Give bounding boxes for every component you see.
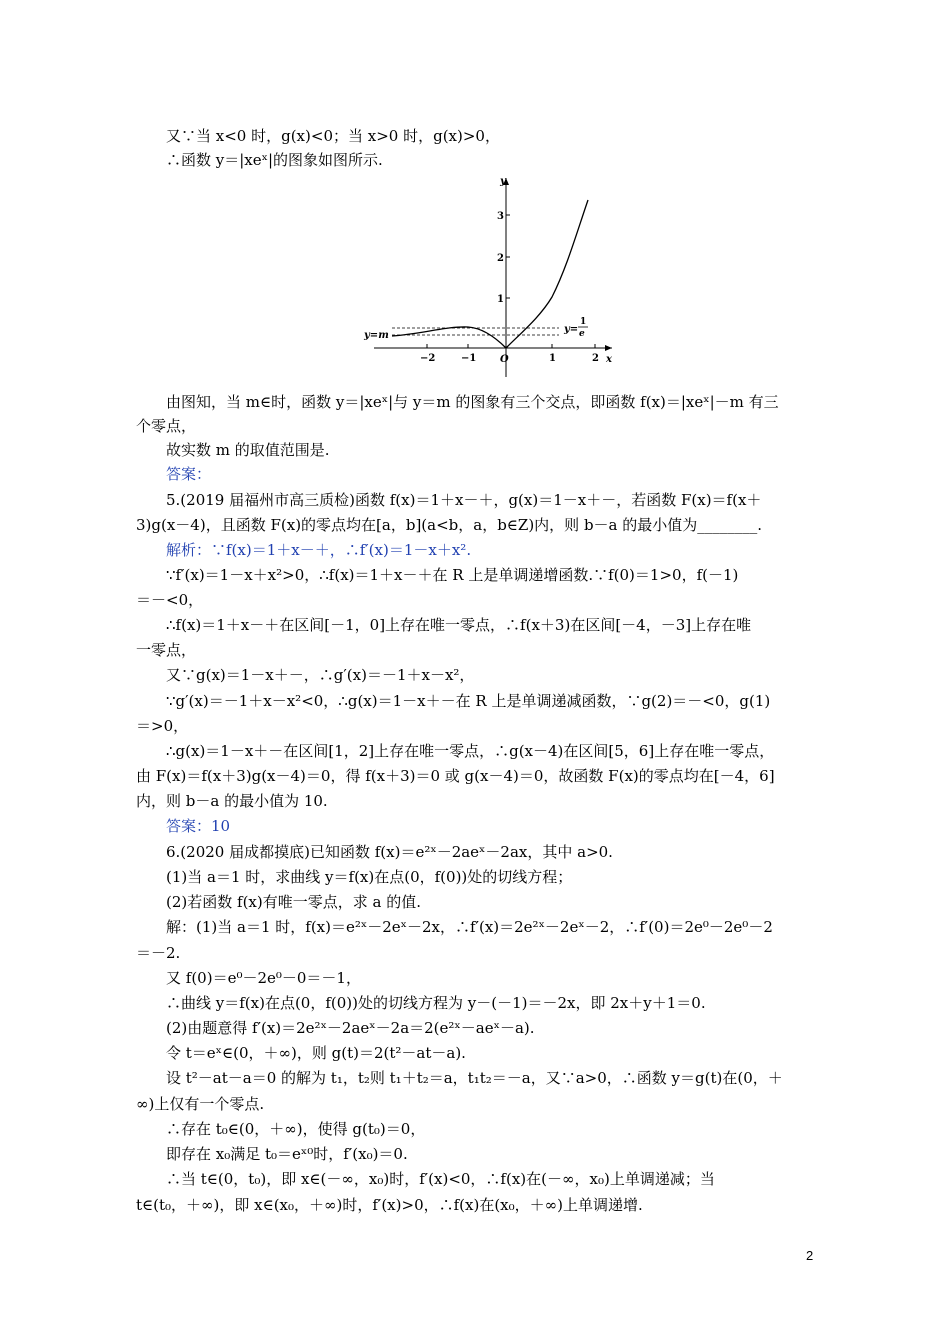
label-y-equals-prefix: y= xyxy=(564,324,579,335)
text-line: (2)由题意得 f′(x)＝2e²ˣ－2aeˣ－2a＝2(e²ˣ－aeˣ－a). xyxy=(166,1019,535,1037)
problem-5-line: 3)g(x－4)，且函数 F(x)的零点均在[a，b](a<b，a，b∈Z)内，则 b－a 的最小值为________. xyxy=(136,516,763,534)
text-line: 又 f(0)＝e⁰－2e⁰－0＝－1， xyxy=(166,969,361,987)
y-tick-label: 2 xyxy=(497,253,504,264)
text-line: 设 t²－at－a＝0 的解为 t₁，t₂则 t₁＋t₂＝a，t₁t₂＝－a，又∵a>0，∴函数 y＝g(t)在(0，＋ xyxy=(166,1069,783,1087)
text-line: ＝>0， xyxy=(136,717,189,735)
x-axis-label: x xyxy=(606,354,612,365)
problem-6-line: (1)当 a＝1 时，求曲线 y＝f(x)在点(0，f(0))处的切线方程； xyxy=(166,868,573,886)
x-axis-arrow xyxy=(605,345,612,351)
page-number: 2 xyxy=(806,1248,814,1263)
text-line: 令 t＝eˣ∈(0，＋∞)，则 g(t)＝2(t²－at－a). xyxy=(166,1044,466,1062)
answer-label: 答案： xyxy=(166,465,212,483)
curve-abs-xe-x xyxy=(392,200,588,348)
problem-6-line: 6.(2020 届成都摸底)已知函数 f(x)＝e²ˣ－2aeˣ－2ax，其中 a>0. xyxy=(166,843,613,861)
x-tick-label: 1 xyxy=(549,353,556,364)
text-line: ∵f′(x)＝1－x＋x²>0，∴f(x)＝1＋x－＋在 R 上是单调递增函数.∵f(0)＝1>0，f(－1) xyxy=(166,566,739,584)
text-line: ∴当 t∈(0，t₀)，即 x∈(－∞，x₀)时，f′(x)<0，∴f(x)在(－∞，x₀)上单调递减；当 xyxy=(166,1170,715,1188)
label-y-equals-m: y=m xyxy=(364,330,389,341)
fraction-numerator: 1 xyxy=(580,317,587,327)
problem-5-line: 5.(2019 届福州市高三质检)函数 f(x)＝1＋x－＋，g(x)＝1－x＋－，若函数 F(x)＝f(x＋ xyxy=(166,491,762,509)
solution-line: 解：(1)当 a＝1 时，f(x)＝e²ˣ－2eˣ－2x，∴f′(x)＝2e²ˣ－2eˣ－2，∴f′(0)＝2e⁰－2e⁰－2 xyxy=(166,918,773,936)
text-line: ∴g(x)＝1－x＋－在区间[1，2]上存在唯一零点，∴g(x－4)在区间[5，6]上存在唯一零点， xyxy=(166,742,775,760)
problem-6-line: (2)若函数 f(x)有唯一零点，求 a 的值. xyxy=(166,893,421,911)
y-axis-label: y xyxy=(500,176,506,187)
text-line: ∵g′(x)＝－1＋x－x²<0，∴g(x)＝1－x＋－在 R 上是单调递减函数，∵g(2)＝－<0，g(1) xyxy=(166,692,771,710)
text-line: 由 F(x)＝f(x＋3)g(x－4)＝0，得 f(x＋3)＝0 或 g(x－4)＝0，故函数 F(x)的零点均在[－4，6] xyxy=(136,767,775,785)
text-line: ∴函数 y＝|xeˣ|的图象如图所示. xyxy=(166,151,383,169)
text-line: ＝－2. xyxy=(136,944,181,962)
answer-line: 答案：10 xyxy=(166,817,231,835)
text-line: ＝－<0， xyxy=(136,591,204,609)
text-line: 又∵g(x)＝1－x＋－，∴g′(x)＝－1＋x－x²， xyxy=(166,666,475,684)
text-line: 个零点， xyxy=(136,417,197,435)
text-line: ∴曲线 y＝f(x)在点(0，f(0))处的切线方程为 y－(－1)＝－2x，即 2x＋y＋1＝0. xyxy=(166,994,706,1012)
x-tick-label: −2 xyxy=(420,353,436,364)
y-tick-label: 3 xyxy=(497,211,504,222)
text-line: 内，则 b－a 的最小值为 10. xyxy=(136,792,328,810)
text-line: t∈(t₀，＋∞)，即 x∈(x₀，＋∞)时，f′(x)>0，∴f(x)在(x₀，＋∞)上单调递增. xyxy=(136,1196,643,1214)
analysis-line: 解析：∵f(x)＝1＋x－＋，∴f′(x)＝1－x＋x². xyxy=(166,541,472,559)
text-line: 又∵当 x<0 时，g(x)<0；当 x>0 时，g(x)>0， xyxy=(166,127,500,145)
text-line: 一零点， xyxy=(136,641,197,659)
origin-label: O xyxy=(500,354,509,365)
fraction-denominator: e xyxy=(579,329,585,339)
function-graph xyxy=(362,172,622,382)
x-tick-label: −1 xyxy=(461,353,477,364)
text-line: 故实数 m 的取值范围是. xyxy=(166,441,330,459)
x-tick-label: 2 xyxy=(592,353,599,364)
text-line: ∞)上仅有一个零点. xyxy=(136,1095,265,1113)
text-line: ∴存在 t₀∈(0，＋∞)，使得 g(t₀)＝0， xyxy=(166,1120,426,1138)
y-tick-label: 1 xyxy=(497,294,504,305)
text-line: 由图知，当 m∈时，函数 y＝|xeˣ|与 y＝m 的图象有三个交点，即函数 f(x)＝|xeˣ|－m 有三 xyxy=(166,393,779,411)
text-line: 即存在 x₀满足 t₀＝eˣ⁰时，f′(x₀)＝0. xyxy=(166,1145,408,1163)
text-line: ∴f(x)＝1＋x－＋在区间[－1，0]上存在唯一零点，∴f(x＋3)在区间[－4，－3]上存在唯 xyxy=(166,616,752,634)
